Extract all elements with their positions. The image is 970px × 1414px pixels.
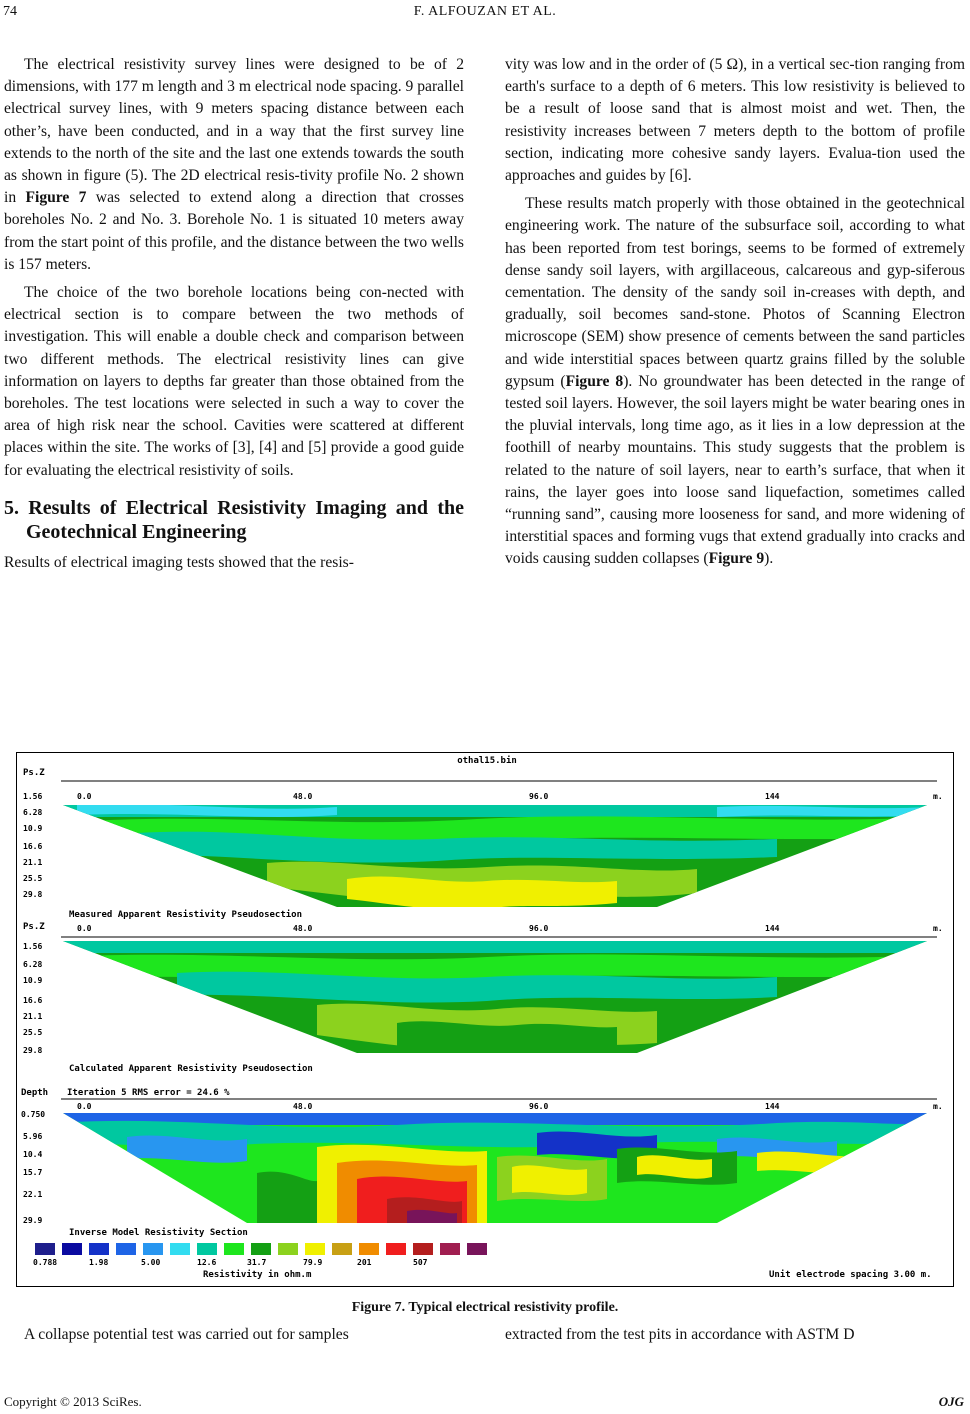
panel3-depth-0: 0.750 (21, 1110, 46, 1119)
panel1-label: Measured Apparent Resistivity Pseudosection (69, 910, 302, 920)
panel3-depth-1: 5.96 (23, 1132, 43, 1141)
panel1-depth-2: 10.9 (23, 824, 43, 833)
color-legend (35, 1243, 487, 1255)
figure-9-ref: Figure 9 (708, 550, 765, 568)
panel2-xtick-3: 144 (765, 924, 780, 933)
legend-swatch (89, 1243, 109, 1255)
legend-value-5: 79.9 (303, 1258, 323, 1267)
panel3-xtick-3: 144 (765, 1102, 780, 1111)
legend-title: Resistivity in ohm.m (203, 1270, 312, 1280)
right-column (505, 54, 965, 571)
resistivity-figure (16, 752, 954, 1287)
panel3-xtick-1: 48.0 (293, 1102, 313, 1111)
file-label: othal15.bin (457, 756, 517, 766)
legend-swatch (170, 1243, 190, 1255)
panel1-xtick-4: m. (933, 792, 943, 801)
legend-value-0: 0.788 (33, 1258, 58, 1267)
panel3-depth-3: 15.7 (23, 1168, 43, 1177)
legend-value-3: 12.6 (197, 1258, 217, 1267)
panel3-xtick-2: 96.0 (529, 1102, 549, 1111)
left-paragraph-3: Results of electrical imaging tests showed that the resis- (4, 553, 354, 571)
legend-swatch (116, 1243, 136, 1255)
panel3-depth-4: 22.1 (23, 1190, 43, 1199)
section-heading: 5. Results of Electrical Resistivity Imaging and the Geotechnical Engineering (4, 496, 464, 543)
legend-swatch (278, 1243, 298, 1255)
panel3-xtick-4: m. (933, 1102, 943, 1111)
right-paragraph-2: These results match properly with those obtained in the geotechnical engineering work. The nature of the subsurface soil, according to what has been reported from test borings, seems to be formed of extremely dense sandy soil layers, with argillaceous, calcareous and gyp-siferous cementation. The density of the sandy soil in-creases with depth, and gradually, soil becomes sand-stone. Photos of Scanning Electron microscope (SEM) show presence of cements between the sand particles and wide interstitial spaces between quartz grains filled by the soluble gypsum (Figure 8). No groundwater has been detected in the range of tested soil layers. However, the soil layers might be water bearing ones in the pluvial intervals, long time ago, as it lies in a low depression at the foothill of nearby mountains. This study suggests that the problem is related to the nature of soil layers, near to earth’s surface, that when it rains, the layer goes into loose sand liquefaction, sometimes called “running sand”, causing more looseness for sand, and more widening of interstitial spaces and forming vugs that extend gradually into cracks and voids causing sudden collapses (Figure 9). (505, 195, 965, 568)
panel2-depth-5: 25.5 (23, 1028, 43, 1037)
iteration-label: Iteration 5 RMS error = 24.6 % (67, 1088, 230, 1098)
right-paragraph-1: vity was low and in the order of (5 Ω), in a vertical sec-tion ranging from earth's surface to a depth of 6 meters. This low resistivity is believed to be a result of loose sand that is almost moist and wet. Then, the resistivity increases between 7 meters depth to the bottom of profile section, indicating more cohesive sandy layers. Evalua-tion used the approaches and guides by [6]. (505, 56, 965, 185)
panel3-depth-2: 10.4 (23, 1150, 43, 1159)
panel2-xtick-2: 96.0 (529, 924, 549, 933)
panel-measured (23, 768, 943, 920)
panel2-xtick-0: 0.0 (77, 924, 92, 933)
copyright-footer: Copyright © 2013 SciRes. (4, 1394, 142, 1409)
legend-swatch (440, 1243, 460, 1255)
panel2-depth-3: 16.6 (23, 996, 43, 1005)
panel-inverse (21, 1087, 943, 1238)
panel2-xtick-1: 48.0 (293, 924, 313, 933)
legend-swatch (197, 1243, 217, 1255)
legend-value-1: 1.98 (89, 1258, 109, 1267)
bottom-right-text: extracted from the test pits in accordance with ASTM D (505, 1326, 855, 1343)
journal-footer: OJG (938, 1394, 964, 1409)
legend-swatch (413, 1243, 433, 1255)
legend-value-4: 31.7 (247, 1258, 267, 1267)
legend-swatch (386, 1243, 406, 1255)
legend-swatch (62, 1243, 82, 1255)
left-paragraph-1: The electrical resistivity survey lines were designed to be of 2 dimensions, with 177 m length and 3 m electrical node spacing. 9 parallel electrical survey lines, with 9 meters spacing distance between each other’s, have been conducted, and in a way that the first survey line extends to the north of the site and the last one extends towards the south as shown in figure (5). The 2D electrical resis-tivity profile No. 2 shown in Figure 7 was selected to extend along a direction that crosses boreholes No. 2 and No. 3. Borehole No. 1 is situated 10 meters away from the start point of this profile, and the distance between the two wells is 157 meters. (4, 56, 464, 273)
panel2-depth-4: 21.1 (23, 1012, 43, 1021)
panel1-depth-0: 1.56 (23, 792, 43, 801)
left-paragraph-2: The choice of the two borehole locations being con-nected with electrical section is to compare between the two methods of investigation. This will enable a double check and comparison between two different methods. The electrical resistivity lines can give information on layers to depths far greater than those obtained from the boreholes. The test locations were selected in such a way to cover the area of high risk near the school. Cavities were scattered at different places within the site. The works of [3], [4] and [5] provide a good guide for evaluating the electrical resistivity of soils. (4, 284, 464, 479)
panel2-depth-0: 1.56 (23, 942, 43, 951)
panel1-xtick-2: 96.0 (529, 792, 549, 801)
panel3-label: Inverse Model Resistivity Section (69, 1228, 248, 1238)
panel2-depth-2: 10.9 (23, 976, 43, 985)
legend-swatch (305, 1243, 325, 1255)
spacing-note: Unit electrode spacing 3.00 m. (769, 1270, 932, 1280)
panel3-axis-title: Depth (21, 1088, 49, 1098)
legend-swatch (359, 1243, 379, 1255)
running-title: F. ALFOUZAN ET AL. (413, 4, 557, 19)
page-number: 74 (3, 4, 17, 19)
legend-swatch (35, 1243, 55, 1255)
panel1-axis-title: Ps.Z (23, 768, 45, 778)
left-column (4, 54, 464, 574)
legend-swatch (251, 1243, 271, 1255)
panel1-depth-5: 25.5 (23, 874, 43, 883)
figure-8-ref: Figure 8 (565, 372, 624, 390)
legend-swatch (143, 1243, 163, 1255)
resistivity-figure-svg (17, 753, 953, 1286)
legend-value-2: 5.00 (141, 1258, 161, 1267)
panel2-axis-title: Ps.Z (23, 922, 45, 932)
panel1-depth-6: 29.8 (23, 890, 43, 899)
bottom-left-text: A collapse potential test was carried out for samples (24, 1326, 349, 1343)
panel2-depth-1: 6.28 (23, 960, 43, 969)
panel2-label: Calculated Apparent Resistivity Pseudosection (69, 1064, 313, 1074)
legend-value-7: 507 (413, 1258, 428, 1267)
panel1-depth-3: 16.6 (23, 842, 43, 851)
panel2-depth-6: 29.8 (23, 1046, 43, 1055)
legend-swatch (224, 1243, 244, 1255)
panel1-depth-4: 21.1 (23, 858, 43, 867)
legend-value-6: 201 (357, 1258, 372, 1267)
panel-calculated (23, 922, 943, 1074)
panel3-xtick-0: 0.0 (77, 1102, 92, 1111)
legend-swatch (332, 1243, 352, 1255)
figure-7-ref: Figure 7 (25, 189, 87, 207)
panel2-xtick-4: m. (933, 924, 943, 933)
panel1-xtick-3: 144 (765, 792, 780, 801)
figure-caption: Figure 7. Typical electrical resistivity profile. (351, 1300, 619, 1315)
panel1-depth-1: 6.28 (23, 808, 43, 817)
legend-swatch (467, 1243, 487, 1255)
panel3-depth-5: 29.9 (23, 1216, 43, 1225)
panel1-xtick-0: 0.0 (77, 792, 92, 801)
panel1-xtick-1: 48.0 (293, 792, 313, 801)
